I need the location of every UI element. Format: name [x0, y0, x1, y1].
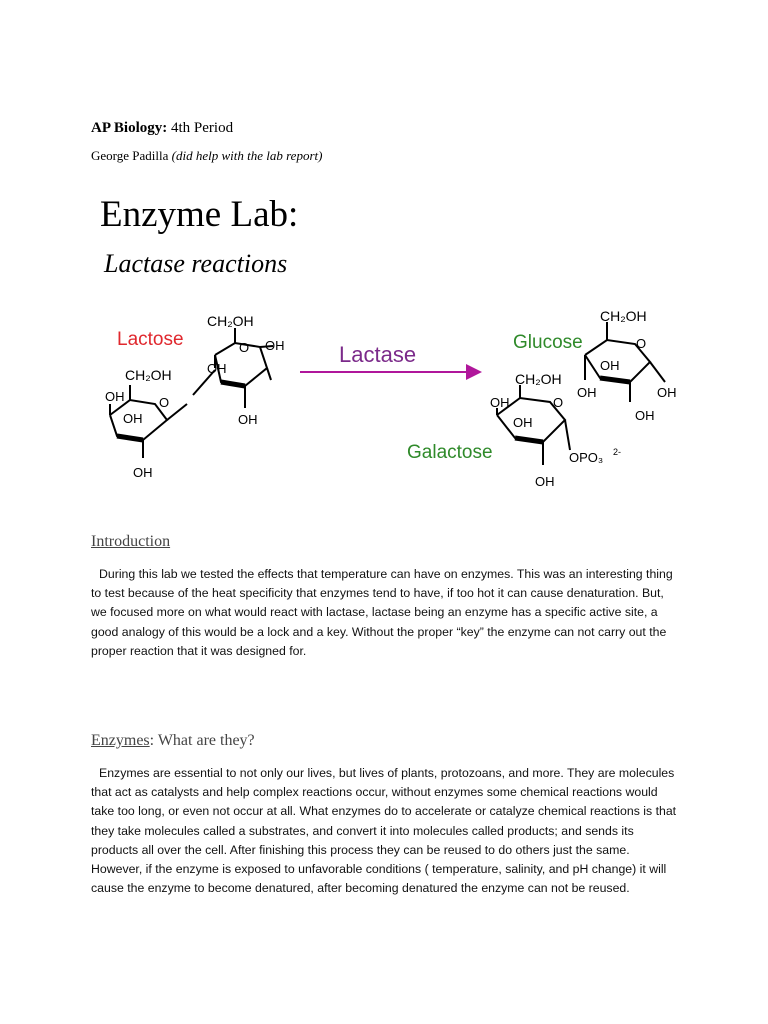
galactose-label: Galactose	[407, 442, 493, 463]
glucose-label: Glucose	[513, 332, 583, 353]
glucose-ch2oh: CH₂OH	[600, 308, 647, 324]
enzymes-paragraph: Enzymes are essential to not only our lives, but lives of plants, protozoans, and more. They are molecules that act as catalysts and help complex reactions occur, without enzymes some chemical reactions would take too long, or even not occur at all. What enzymes do to accelerate or catalyze chemical reactions is that they take molecules called a substrates, and convert it into molecules called products; and sends its products all over the cell. After finishing this process they can be reused to do others just the same. However, if the enzyme is exposed to unfavorable conditions ( temperature, salinity, and pH change) it will cause the enzyme to become denatured, after becoming denatured the enzyme can not be reused.	[91, 766, 677, 896]
course-line	[91, 120, 233, 137]
enzymes-heading-rest: : What are they?	[149, 732, 255, 749]
glucose-o: O	[636, 336, 647, 351]
glucose-oh-4: OH	[635, 408, 655, 423]
page-subtitle: Lactase reactions	[104, 249, 288, 278]
galactose-oh-2: OH	[513, 415, 533, 430]
galactose-oh-3: OH	[535, 474, 555, 489]
galactose-charge: 2-	[613, 447, 622, 457]
lactose-o-2: O	[159, 395, 170, 410]
glucose-oh-3: OH	[657, 385, 677, 400]
lactose-oh-2: OH	[207, 361, 227, 376]
author-note: (did help with the lab report)	[171, 148, 323, 163]
glucose-ring	[585, 322, 665, 402]
glucose-oh-1: OH	[600, 358, 620, 373]
introduction-heading	[91, 533, 170, 551]
lactose-oh-1: OH	[265, 338, 285, 353]
lactose-oh-4: OH	[105, 389, 125, 404]
glucose-oh-2: OH	[577, 385, 597, 400]
author-name: George Padilla	[91, 148, 172, 163]
lactose-ch2oh-1: CH₂OH	[207, 313, 254, 329]
introduction-paragraph: During this lab we tested the effects that temperature can have on enzymes. This was an interesting thing to test because of the heat specificity that enzymes tend to have, if too hot it can cause denaturation. But, we focused more on what would react with lactase, lactase being an enzyme has a specific active site, a good analogy of this would be a lock and a key. Without the proper “key” the enzyme can not carry out the proper reaction that it was designed for.	[91, 567, 673, 658]
lactose-ch2oh-2: CH₂OH	[125, 367, 172, 383]
lactose-oh-6: OH	[133, 465, 153, 480]
course-label: AP Biology:	[91, 120, 168, 136]
course-period: 4th Period	[167, 120, 234, 136]
galactose-opo3: OPO₃	[569, 450, 604, 465]
enzyme-label: Lactase	[339, 342, 417, 367]
introduction-heading-text: Introduction	[91, 533, 171, 550]
enzymes-heading	[91, 732, 255, 750]
enzymes-heading-word: Enzymes	[91, 732, 150, 749]
page-title: Enzyme Lab:	[100, 194, 299, 235]
galactose-ch2oh: CH₂OH	[515, 371, 562, 387]
lactose-oh-5: OH	[123, 411, 143, 426]
author-line	[91, 148, 322, 164]
lactose-label: Lactose	[117, 329, 184, 350]
lactose-oh-3: OH	[238, 412, 258, 427]
galactose-o: O	[553, 395, 564, 410]
lactose-o-1: O	[239, 340, 250, 355]
lactose-ring-right	[193, 328, 273, 408]
galactose-oh-1: OH	[490, 395, 510, 410]
lactose-reaction-diagram	[95, 300, 715, 500]
